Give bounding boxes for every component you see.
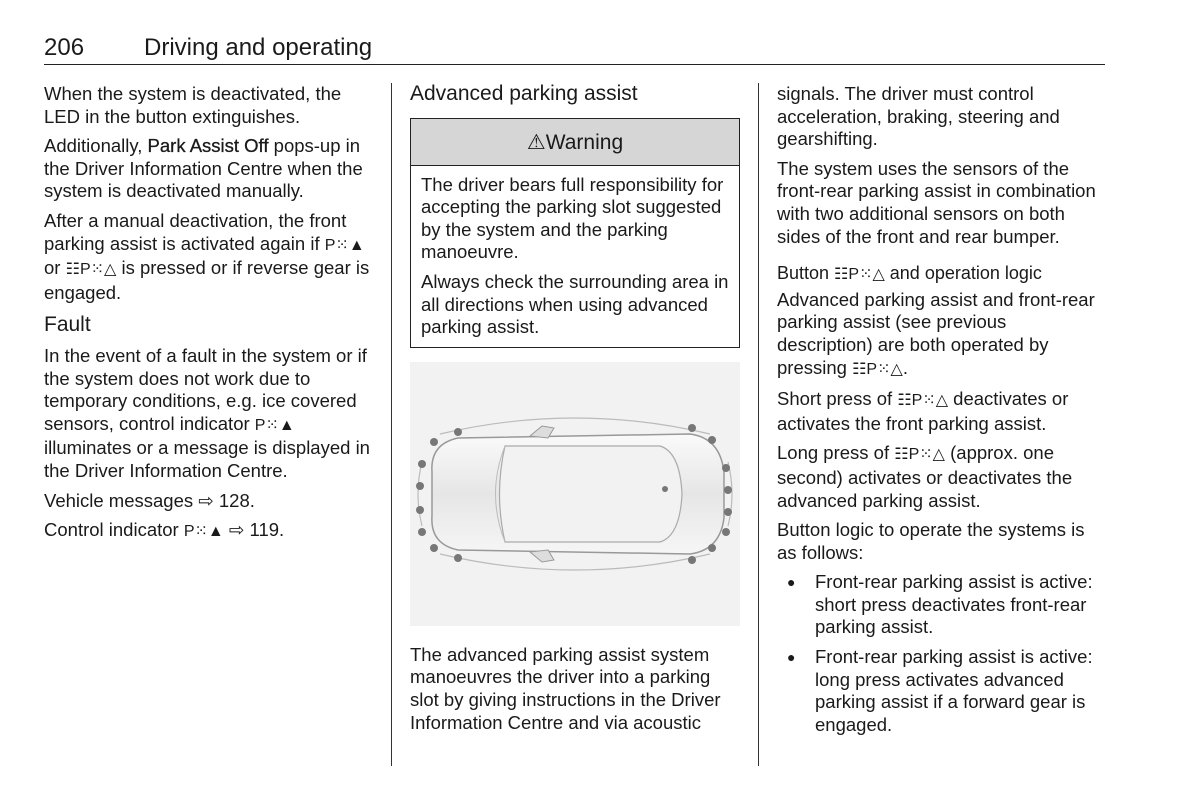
text: is pressed or if reverse gear is engaged. (44, 257, 370, 303)
control-indicator-ref (44, 519, 376, 544)
paragraph: When the system is deactivated, the LED in the button extinguishes. (44, 83, 342, 127)
bullet-list (777, 571, 1107, 736)
list-item: ● Front-rear parking assist is active: short press deactivates front-rear parking assist. (777, 571, 1107, 639)
warning-paragraph: The driver bears full responsibility for accepting the parking slot suggested by the system and the parking manoeuvre. (421, 173, 724, 263)
sub-heading (777, 262, 1107, 287)
car-sensor-illustration (410, 362, 740, 626)
section-heading: Advanced parking assist (410, 82, 638, 105)
paragraph (777, 289, 1107, 381)
text: Advanced parking assist and front-rear parking assist (see previous description) are both operated by pressing (777, 288, 1095, 378)
column-middle (410, 83, 740, 741)
car-top-view-icon (410, 362, 740, 626)
column-divider (391, 83, 392, 766)
paragraph: The advanced parking assist system manoeuvres the driver into a parking slot by giving instructions in the Driver Information Centre and via acoustic (410, 643, 721, 733)
text: (approx. one second) activates or deactivates the advanced parking assist. (777, 442, 1073, 511)
warning-title: ⚠Warning (411, 119, 739, 166)
column-divider (758, 83, 759, 766)
fault-heading: Fault (44, 313, 91, 337)
paragraph: Button logic to operate the systems is as follows: (777, 519, 1085, 563)
text: Short press of (777, 388, 898, 410)
park-assist-off-label: Park Assist Off (147, 135, 269, 157)
text: Long press of (777, 442, 895, 464)
paragraph (777, 442, 1107, 512)
text: or (44, 257, 66, 279)
text: deactivates or activates the front parking assist. (777, 388, 1069, 434)
park-assist-button-icon: ☷P⁙△ (897, 392, 949, 410)
text: and operation logic (884, 263, 1042, 284)
text: After a manual deactivation, the front parking assist is activated again if (44, 209, 347, 254)
text: In the event of a fault in the system or if the system does not work due to temporary conditions, e.g. ice covered sensors, control indicator (44, 344, 367, 434)
warning-body (411, 166, 739, 347)
page-title: Driving and operating (144, 34, 373, 61)
page-header (44, 34, 1105, 65)
text: . (902, 356, 908, 378)
text: ⇨ 119. (223, 519, 285, 541)
park-assist-indicator-icon: P⁙▲ (254, 416, 295, 434)
park-assist-button-icon: ☷P⁙△ (852, 360, 903, 378)
text: Control indicator (44, 519, 184, 541)
warning-paragraph: Always check the surrounding area in all directions when using advanced parking assist. (421, 270, 729, 338)
park-assist-indicator-icon: P⁙▲ (324, 236, 365, 254)
paragraph (44, 210, 376, 304)
text: illuminates or a message is displayed in the Driver Information Centre. (44, 437, 370, 481)
park-assist-button-icon: ☷P⁙△ (65, 261, 117, 279)
paragraph (44, 135, 376, 203)
park-assist-indicator-icon: P⁙▲ (183, 523, 224, 541)
text: Button (777, 263, 835, 284)
page-number: 206 (44, 34, 85, 61)
warning-box (410, 118, 740, 348)
paragraph (777, 388, 1107, 435)
text: pops-up in the Driver Information Centre when the system is deactivated manually. (44, 135, 363, 202)
paragraph: signals. The driver must control acceleration, braking, steering and gearshifting. (777, 83, 1060, 150)
list-item: ● Front-rear parking assist is active: long press activates advanced parking assist if a forward gear is engaged. (777, 646, 1107, 736)
column-right (777, 83, 1107, 743)
park-assist-button-icon: ☷P⁙△ (834, 266, 885, 284)
column-left (44, 83, 376, 551)
paragraph: The system uses the sensors of the front-rear parking assist in combination with two additional sensors on both sides of the front and rear bumper. (777, 157, 1096, 247)
text: Additionally, (44, 135, 148, 157)
vehicle-messages-ref: Vehicle messages ⇨ 128. (44, 489, 255, 511)
park-assist-button-icon: ☷P⁙△ (894, 446, 945, 464)
paragraph (44, 345, 376, 483)
